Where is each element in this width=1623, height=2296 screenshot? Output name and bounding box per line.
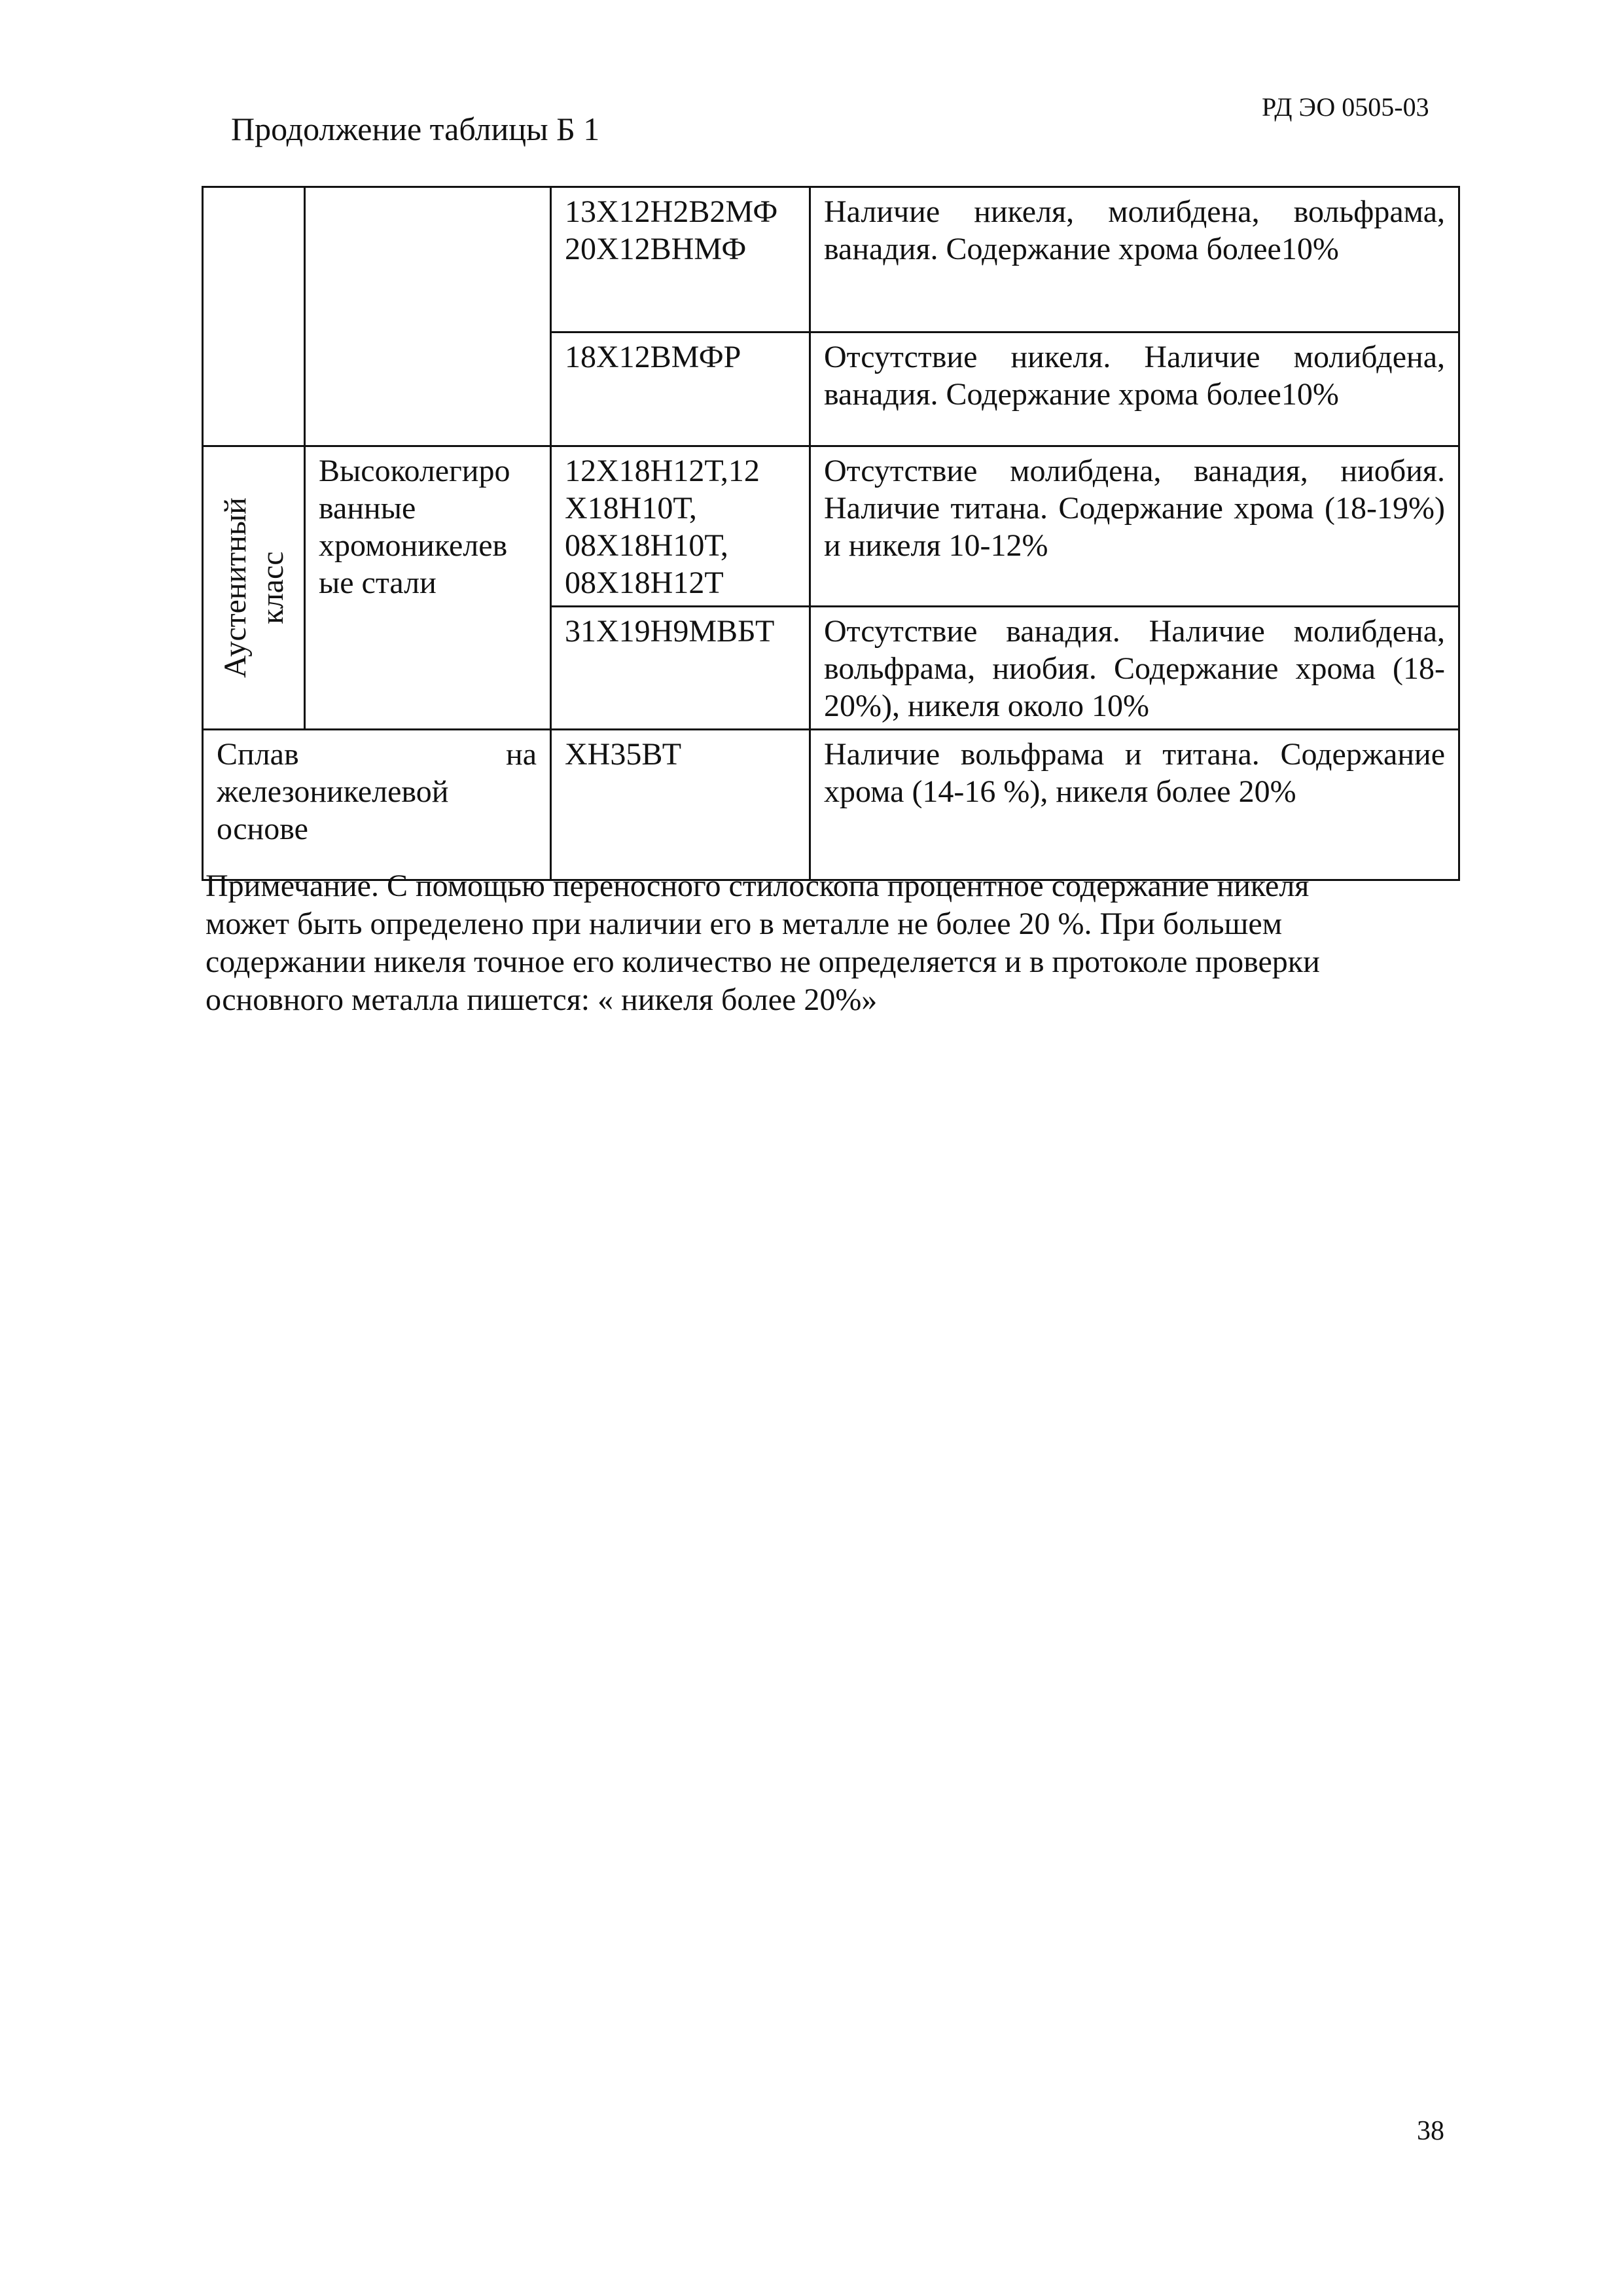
grade-cell — [551, 332, 810, 446]
class-cell-austenitic — [203, 446, 305, 730]
table-row — [203, 187, 1459, 332]
note-line: основного металла пишется: « никеля более 20%» — [205, 982, 878, 1017]
grade-cell — [551, 187, 810, 332]
alloy-cell — [203, 730, 551, 880]
grade-cell: 12Х18Н12Т,12 Х18Н10Т, 08Х18Н10Т, 08Х18Н12Т — [551, 446, 810, 607]
class-cell — [203, 187, 305, 446]
table-caption: Продолжение таблицы Б 1 — [231, 111, 600, 147]
grade-name: 20Х12ВНМФ — [565, 232, 747, 266]
description-cell: Отсутствие ванадия. Наличие молибдена, вольфрама, ниобия. Содержание хрома (18-20%), никеля около 10% — [810, 607, 1459, 730]
note-line: может быть определено при наличии его в металле не более 20 %. При большем — [205, 906, 1283, 941]
group-cell: Высоколегиро ванные хромоникелев ые стали — [305, 446, 551, 730]
grade-name: 13Х12Н2В2МФ — [565, 194, 778, 229]
table-row — [203, 730, 1459, 880]
table-note — [205, 867, 1462, 1019]
alloy-rest: железоникелевой основе — [217, 774, 449, 846]
document-code: РД ЭО 0505-03 — [1262, 92, 1429, 122]
description-cell: Наличие вольфрама и титана. Содержание хрома (14-16 %), никеля более 20% — [810, 730, 1459, 880]
description-cell: Отсутствие никеля. Наличие молибдена, ванадия. Содержание хрома более10% — [810, 332, 1459, 446]
steel-grade-table — [202, 186, 1460, 881]
description-cell: Наличие никеля, молибдена, вольфрама, ванадия. Содержание хрома более10% — [810, 187, 1459, 332]
grade-cell: ХН35ВТ — [551, 730, 810, 880]
description-cell: Отсутствие молибдена, ванадия, ниобия. Наличие титана. Содержание хрома (18-19%) и никеля 10-12% — [810, 446, 1459, 607]
note-line: содержании никеля точное его количество не определяется и в протоколе проверки — [205, 944, 1320, 979]
table-row — [203, 446, 1459, 607]
alloy-first-line: Сплав на — [217, 737, 537, 772]
grade-name: 18Х12ВМФР — [565, 340, 741, 374]
page-number: 38 — [1417, 2116, 1444, 2146]
note-line: Примечание. С помощью переносного стилоскопа процентное содержание никеля — [205, 869, 1310, 903]
group-cell — [305, 187, 551, 446]
grade-cell: 31Х19Н9МВБТ — [551, 607, 810, 730]
class-label: Аустенитный класс — [217, 497, 290, 678]
